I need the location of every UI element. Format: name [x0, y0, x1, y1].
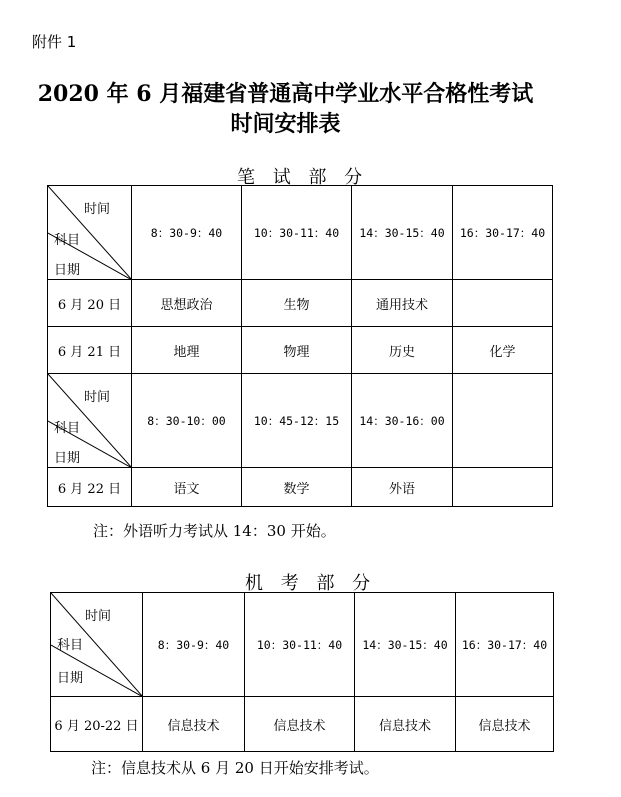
subject-cell: 生物	[242, 280, 352, 327]
subject-cell: 地理	[132, 327, 242, 374]
header-date-label: 日期	[57, 671, 84, 686]
time-slot-cell: 16：30-17：40	[453, 186, 553, 280]
document-title: 2020 年 6 月福建省普通高中学业水平合格性考试	[37, 81, 534, 107]
diagonal-header-cell	[48, 186, 132, 280]
date-cell: 6 月 20-22 日	[51, 697, 143, 752]
table-row	[48, 280, 553, 327]
document-subtitle: 时间安排表	[230, 111, 341, 137]
subject-cell: 语文	[132, 468, 242, 507]
time-slot-cell: 8：30-9：40	[143, 593, 245, 697]
attachment-label: 附件 1	[32, 33, 77, 51]
time-slot-cell: 10：30-11：40	[245, 593, 355, 697]
diagonal-header-cell	[51, 593, 143, 697]
time-slot-cell: 14：30-15：40	[352, 186, 453, 280]
header-date-label: 日期	[54, 451, 81, 466]
time-slot-cell: 10：30-11：40	[242, 186, 352, 280]
header-time-label: 时间	[84, 390, 111, 405]
table-row	[48, 327, 553, 374]
header-time-label: 时间	[85, 609, 112, 624]
subject-cell: 信息技术	[456, 697, 554, 752]
subject-cell	[453, 280, 553, 327]
subject-cell: 外语	[352, 468, 453, 507]
subject-cell: 信息技术	[355, 697, 456, 752]
table-header-row	[51, 593, 554, 697]
time-slot-cell: 10：45-12：15	[242, 374, 352, 468]
subject-cell: 数学	[242, 468, 352, 507]
time-slot-cell: 14：30-15：40	[355, 593, 456, 697]
subject-cell: 通用技术	[352, 280, 453, 327]
time-slot-cell: 8：30-9：40	[132, 186, 242, 280]
subject-cell: 信息技术	[143, 697, 245, 752]
table-header-row	[48, 374, 553, 468]
time-slot-cell: 8：30-10：00	[132, 374, 242, 468]
subject-cell: 思想政治	[132, 280, 242, 327]
table-row	[48, 468, 553, 507]
date-cell: 6 月 22 日	[48, 468, 132, 507]
header-subject-label: 科目	[54, 233, 81, 248]
header-time-label: 时间	[84, 202, 111, 217]
date-cell: 6 月 21 日	[48, 327, 132, 374]
table-row	[51, 697, 554, 752]
time-slot-cell	[453, 374, 553, 468]
subject-cell: 历史	[352, 327, 453, 374]
header-date-label: 日期	[54, 263, 81, 278]
written-schedule-table	[47, 185, 553, 507]
diagonal-header-cell	[48, 374, 132, 468]
computer-note: 注：信息技术从 6 月 20 日开始安排考试。	[91, 759, 379, 777]
subject-cell	[453, 468, 553, 507]
time-slot-cell: 16：30-17：40	[456, 593, 554, 697]
subject-cell: 信息技术	[245, 697, 355, 752]
time-slot-cell: 14：30-16：00	[352, 374, 453, 468]
date-cell: 6 月 20 日	[48, 280, 132, 327]
computer-section-title: 机 考 部 分	[245, 573, 377, 594]
computer-schedule-table	[50, 592, 554, 752]
written-section-title: 笔 试 部 分	[237, 167, 369, 188]
table-header-row	[48, 186, 553, 280]
written-note: 注：外语听力考试从 14：30 开始。	[93, 522, 336, 540]
header-subject-label: 科目	[54, 421, 81, 436]
subject-cell: 物理	[242, 327, 352, 374]
subject-cell: 化学	[453, 327, 553, 374]
header-subject-label: 科目	[57, 638, 84, 653]
